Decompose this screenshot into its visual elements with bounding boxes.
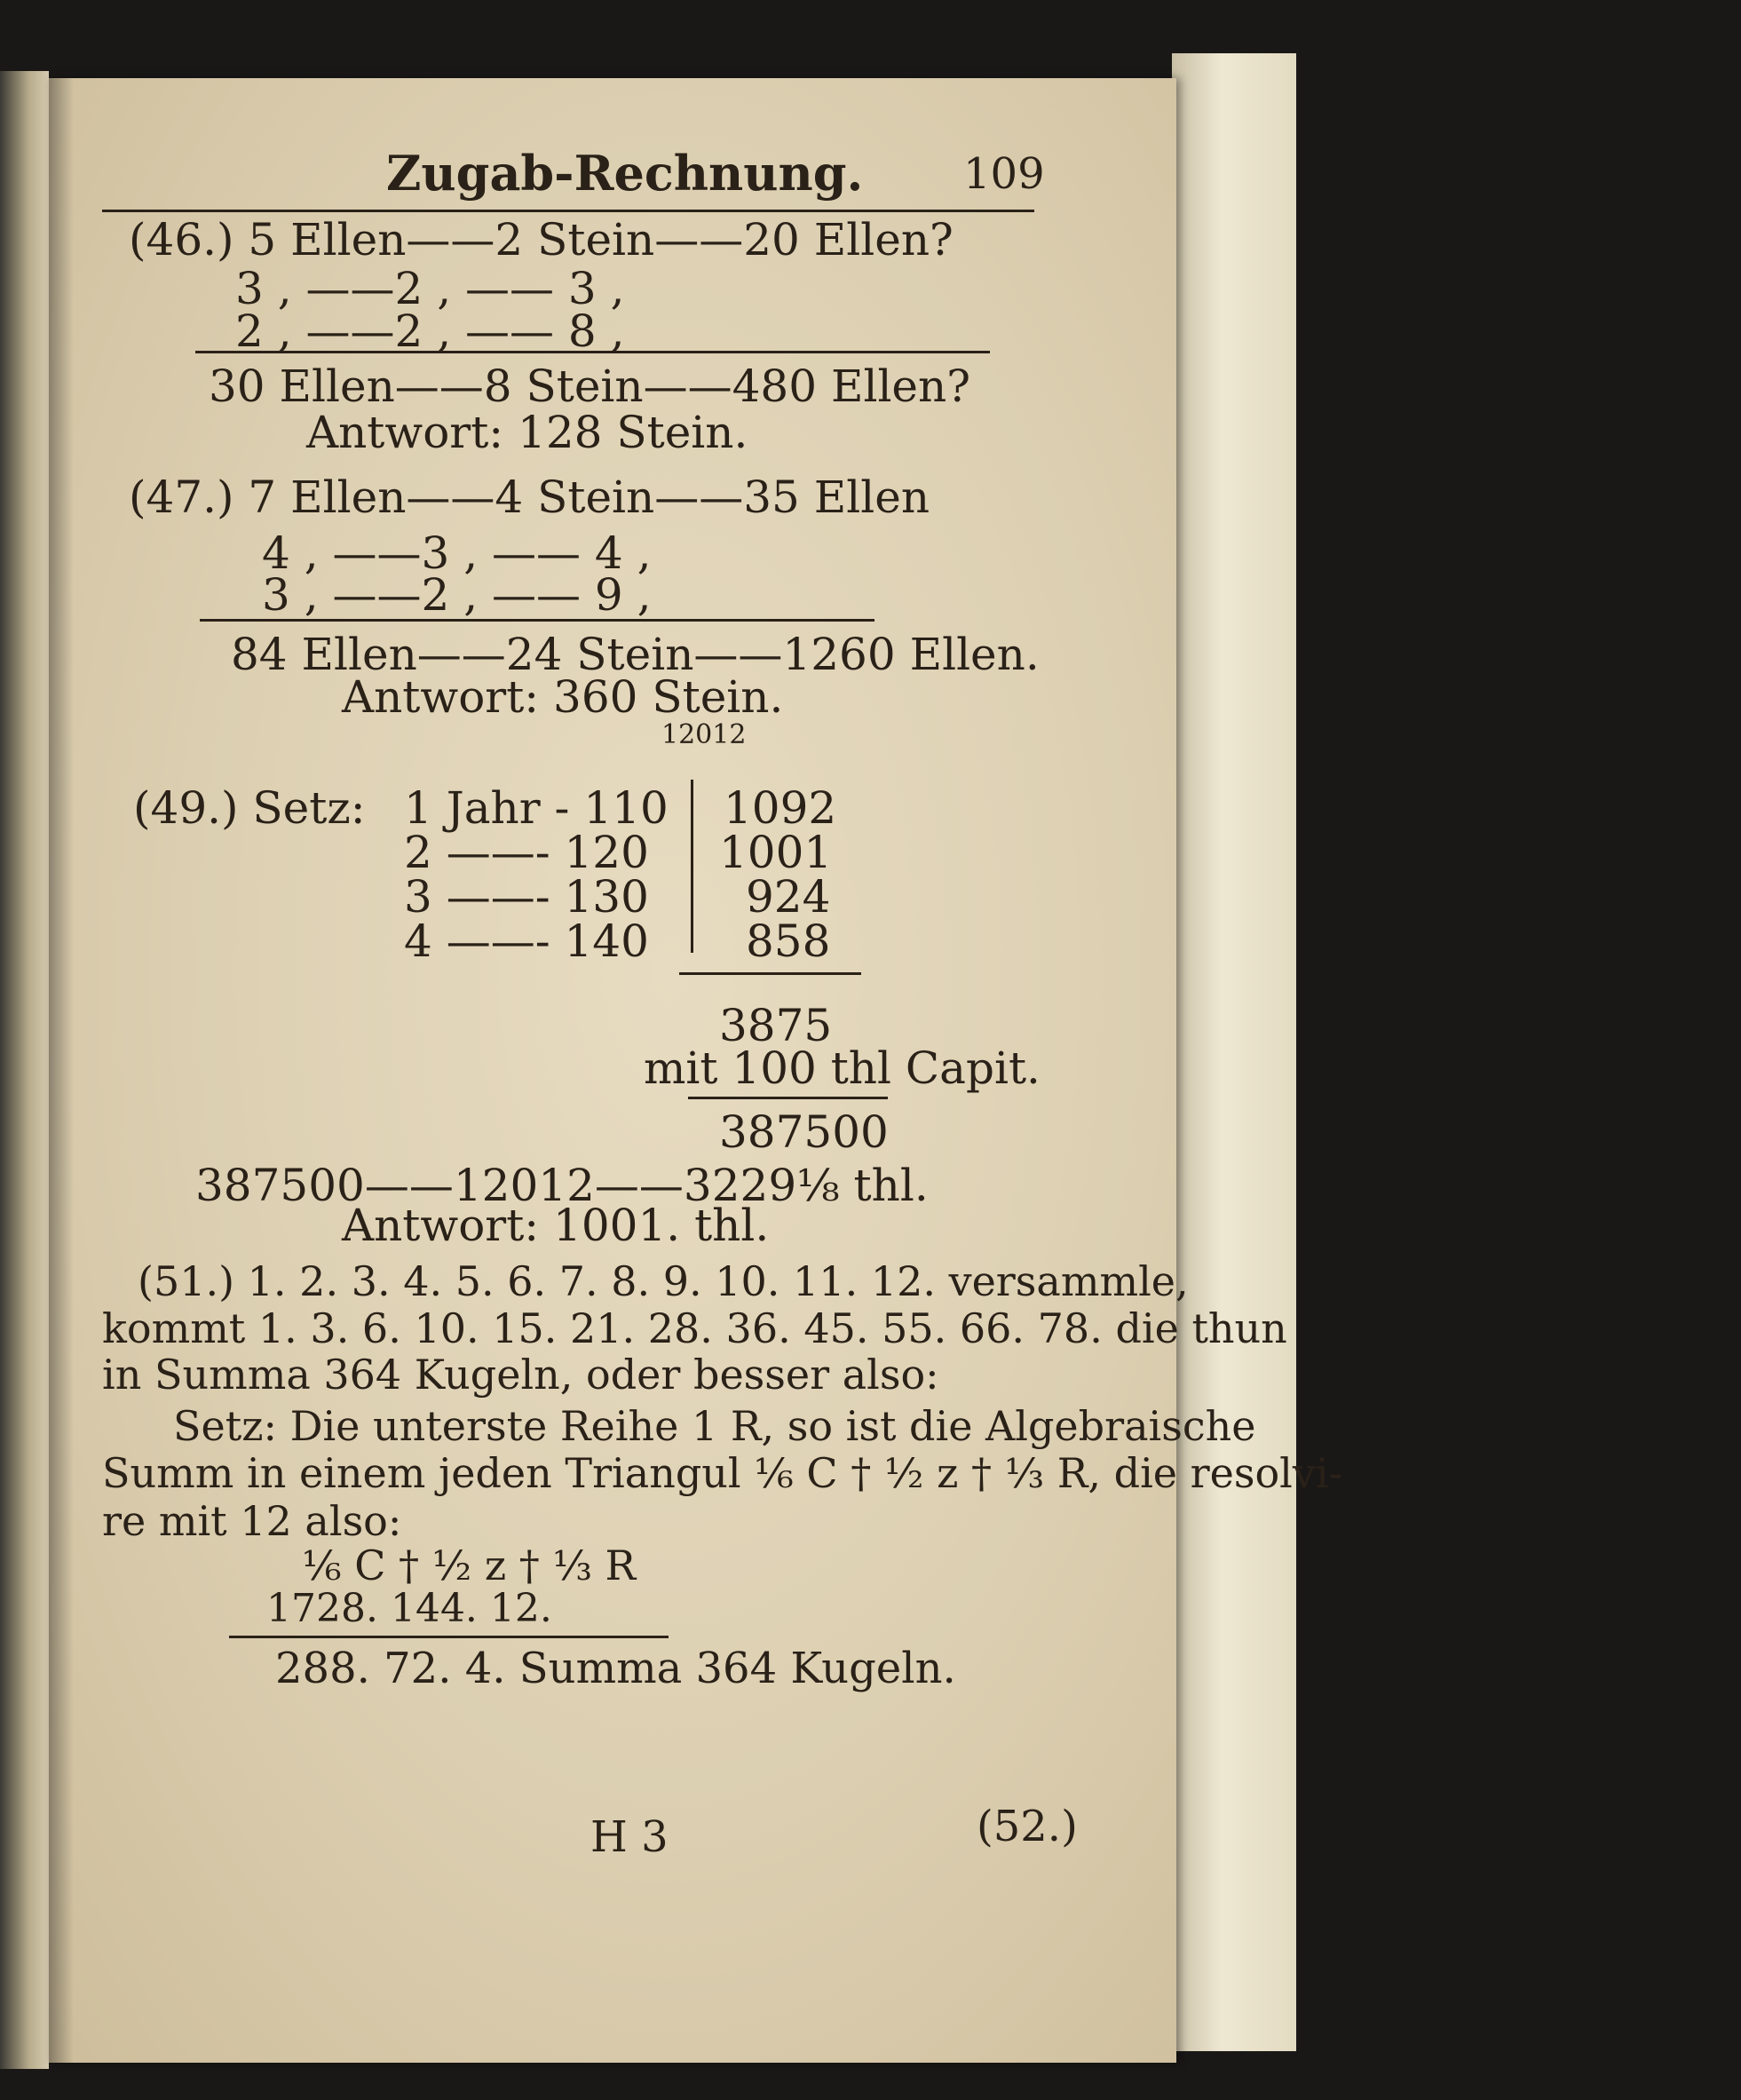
p47-line-4: 84 Ellen——24 Stein——1260 Ellen. [231, 629, 1040, 680]
p49-row-1-left: 1 Jahr - 110 [404, 782, 669, 834]
header-rule [102, 210, 1034, 212]
p47-line-1: (47.) 7 Ellen——4 Stein——35 Ellen [129, 472, 930, 523]
p51-line-3: in Summa 364 Kugeln, oder besser also: [102, 1351, 939, 1399]
p49-row-2-right: 1001 [719, 827, 833, 878]
catchword: (52.) [977, 1802, 1078, 1851]
p51-line-8: 1728. 144. 12. [266, 1586, 552, 1631]
p51-line-1: (51.) 1. 2. 3. 4. 5. 6. 7. 8. 9. 10. 11. 12. versammle, [138, 1257, 1189, 1305]
p49-answer: Antwort: 1001. thl. [342, 1200, 770, 1251]
running-head: Zugab-Rechnung. [386, 145, 864, 202]
p49-top-number: 12012 [661, 719, 747, 750]
p46-line-4: 30 Ellen——8 Stein——480 Ellen? [209, 361, 971, 412]
p51-line-5: Summ in einem jeden Triangul ⅙ C † ½ z † ⅓ R, die resolvi- [102, 1449, 1343, 1497]
p51-line-7: ⅙ C † ½ z † ⅓ R [302, 1541, 637, 1589]
p49-sum-rule [679, 972, 861, 975]
p49-row-4-right: 858 [746, 915, 831, 967]
p46-line-1: (46.) 5 Ellen——2 Stein——20 Ellen? [129, 214, 954, 265]
p49-product: 387500 [719, 1106, 889, 1158]
p49-calculation: 387500——12012——3229⅛ thl. [195, 1160, 929, 1211]
p49-row-3-right: 924 [746, 871, 831, 923]
p51-line-2: kommt 1. 3. 6. 10. 15. 21. 28. 36. 45. 55. 66. 78. die thun [102, 1304, 1287, 1352]
p51-line-4: Setz: Die unterste Reihe 1 R, so ist die Algebraische [173, 1402, 1256, 1450]
p49-row-1-right: 1092 [724, 782, 837, 834]
p49-label: (49.) Setz: [133, 782, 366, 834]
p47-line-2: 4 , ——3 , —— 4 , [262, 527, 652, 579]
p49-product-rule [688, 1097, 888, 1099]
p47-sum-rule [200, 619, 874, 622]
p46-answer: Antwort: 128 Stein. [306, 407, 748, 458]
p51-sum-rule [229, 1636, 669, 1638]
p46-sum-rule [195, 351, 990, 353]
facing-page-edge [0, 71, 49, 2069]
p47-answer: Antwort: 360 Stein. [342, 671, 784, 723]
p51-line-6: re mit 12 also: [102, 1497, 402, 1545]
signature-mark: H 3 [590, 1812, 669, 1862]
page-number: 109 [963, 149, 1045, 199]
p49-row-4-left: 4 ——- 140 [404, 915, 649, 967]
p49-row-3-left: 3 ——- 130 [404, 871, 649, 923]
page-gutter-shadow [49, 78, 74, 2063]
p46-line-3: 2 , ——2 , —— 8 , [235, 305, 625, 357]
p49-multiplier: mit 100 thl Capit. [644, 1042, 1041, 1094]
p46-line-2: 3 , ——2 , —— 3 , [235, 263, 625, 314]
p51-line-9: 288. 72. 4. Summa 364 Kugeln. [275, 1644, 956, 1693]
p49-sum: 3875 [719, 1000, 833, 1051]
page-edges [1172, 53, 1296, 2051]
p49-column-divider [691, 780, 693, 953]
p47-line-3: 3 , ——2 , —— 9 , [262, 569, 652, 621]
p49-row-2-left: 2 ——- 120 [404, 827, 649, 878]
